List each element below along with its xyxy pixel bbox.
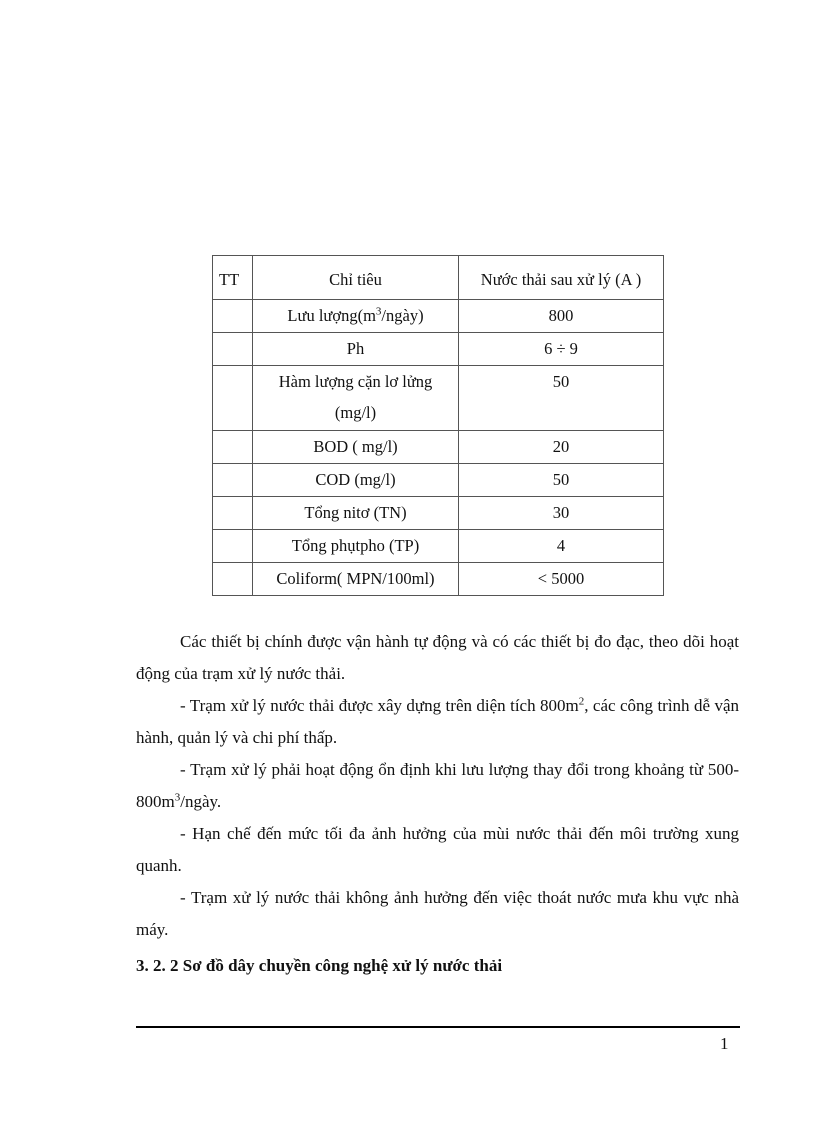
section-heading: 3. 2. 2 Sơ đồ dây chuyền công nghệ xử lý nước thải — [136, 956, 503, 975]
cell-indicator: COD (mg/l) — [253, 464, 459, 497]
footer-divider — [136, 1026, 740, 1028]
cell-tt — [213, 366, 253, 431]
cell-tt — [213, 333, 253, 366]
table-row — [213, 431, 664, 464]
table-row — [213, 497, 664, 530]
cell-value: < 5000 — [459, 563, 664, 596]
header-indicator: Chỉ tiêu — [253, 256, 459, 300]
cell-value: 50 — [459, 464, 664, 497]
table-row — [213, 366, 664, 431]
cell-tt — [213, 530, 253, 563]
cell-indicator: BOD ( mg/l) — [253, 431, 459, 464]
cell-indicator: Ph — [253, 333, 459, 366]
table-row — [213, 300, 664, 333]
table-row — [213, 530, 664, 563]
paragraph-equipment: Các thiết bị chính được vận hành tự động và có các thiết bị đo đạc, theo dõi hoạt động của trạm xử lý nước thải. — [136, 632, 739, 683]
cell-indicator: Tổng phụtpho (TP) — [253, 530, 459, 563]
cell-tt — [213, 464, 253, 497]
table-row — [213, 563, 664, 596]
cell-tt — [213, 497, 253, 530]
page-number: 1 — [720, 1034, 729, 1053]
cell-value: 6 ÷ 9 — [459, 333, 664, 366]
table-row — [213, 333, 664, 366]
wastewater-spec-table — [212, 255, 664, 596]
table-row — [213, 464, 664, 497]
header-tt: TT — [213, 256, 253, 300]
cell-indicator: Lưu $lượng(m^3/ngày)$ — [253, 300, 459, 333]
cell-indicator: Hàm lượng cặn lơ lửng (mg/l) — [253, 366, 459, 431]
cell-value: 50 — [459, 366, 664, 431]
cell-value: 800 — [459, 300, 664, 333]
cell-tt — [213, 431, 253, 464]
paragraph-flow: - Trạm xử lý phải hoạt động ổn định khi lưu lượng thay đổi trong khoảng từ 500- $800m^3$/ngày. — [136, 760, 739, 811]
table-header-row — [213, 256, 664, 300]
paragraph-area: - Trạm xử lý nước thải được xây dựng trên diện tích $800m^2$, các công trình dễ vận hành, quản lý và chi phí thấp. — [136, 695, 739, 747]
cell-value: 30 — [459, 497, 664, 530]
cell-value: 20 — [459, 431, 664, 464]
header-value: Nước thải sau xử lý (A ) — [459, 256, 664, 300]
cell-tt — [213, 563, 253, 596]
cell-value: 4 — [459, 530, 664, 563]
paragraph-drainage: - Trạm xử lý nước thải không ảnh hưởng đến việc thoát nước mưa khu vực nhà máy. — [136, 888, 739, 939]
cell-tt — [213, 300, 253, 333]
cell-indicator: Coliform( MPN/100ml) — [253, 563, 459, 596]
paragraph-odor: - Hạn chế đến mức tối đa ảnh hưởng của mùi nước thải đến môi trường xung quanh. — [136, 824, 739, 875]
cell-indicator: Tổng nitơ (TN) — [253, 497, 459, 530]
